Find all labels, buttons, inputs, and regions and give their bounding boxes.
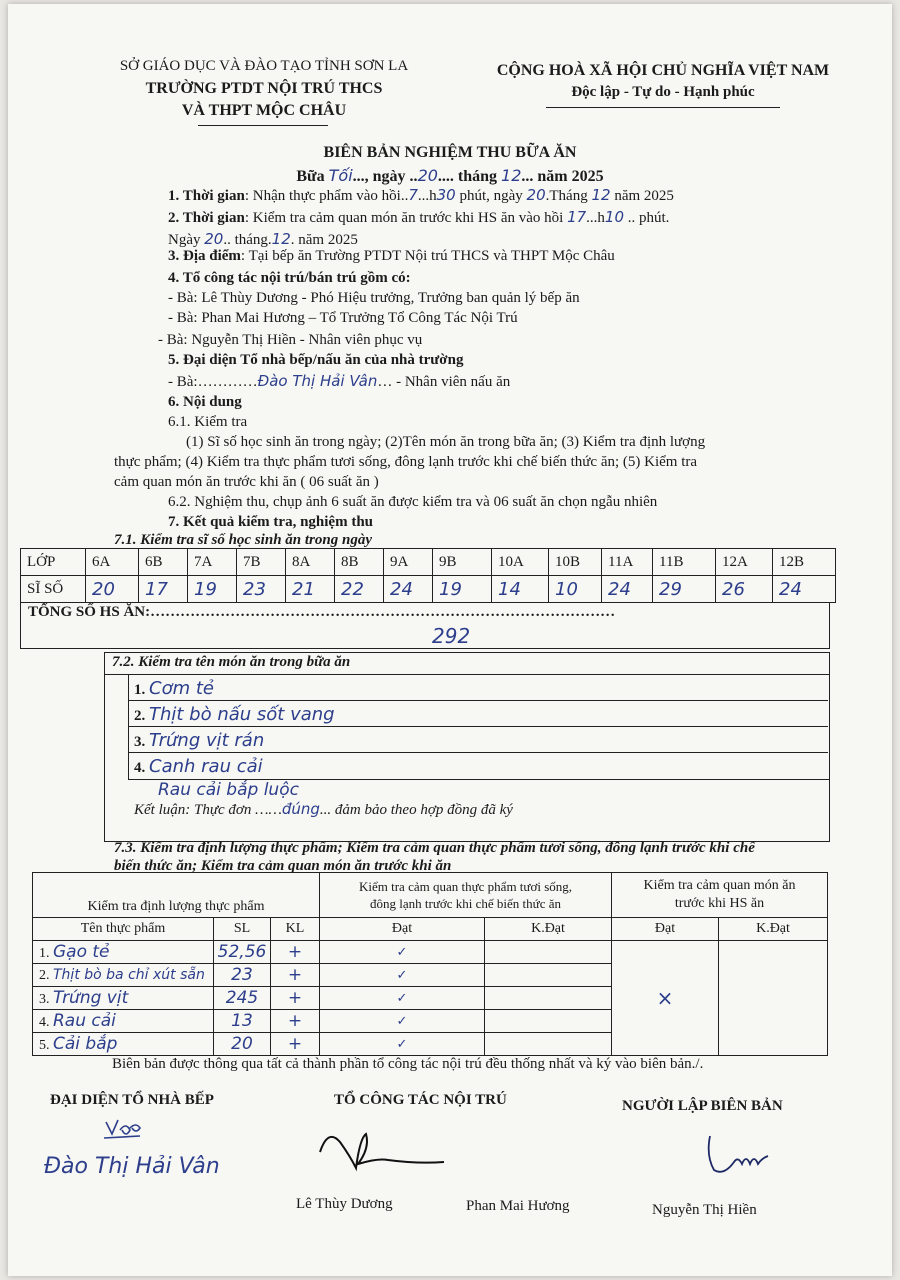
s1-month: 12 xyxy=(591,186,611,204)
class-cell: 12B xyxy=(773,549,836,576)
member-3: - Bà: Nguyễn Thị Hiền - Nhân viên phục vụ xyxy=(158,332,423,348)
food-kl-cell: + xyxy=(271,987,320,1010)
s2-text-1: : Kiểm tra cảm quan món ăn trước khi HS ăn vào hồi xyxy=(244,210,568,226)
fresh-check-header xyxy=(320,873,612,918)
dish-number: 4. xyxy=(134,760,146,776)
count-cell: 21 xyxy=(286,576,335,603)
class-cell: 9A xyxy=(384,549,433,576)
food-check-table xyxy=(32,872,828,1056)
food-name: Gạo tẻ xyxy=(53,942,110,962)
day-value: 20 xyxy=(417,166,438,185)
school-name-line2: VÀ THPT MỘC CHÂU xyxy=(181,102,347,119)
fresh-fail-cell xyxy=(485,987,612,1010)
food-sl-cell: 20 xyxy=(214,1033,271,1056)
fresh-fail-cell xyxy=(485,941,612,964)
fresh-pass-cell: ✓ xyxy=(320,1010,485,1033)
sensory-check-header xyxy=(612,873,828,918)
fresh-pass-cell: ✓ xyxy=(320,987,485,1010)
class-cell: 8B xyxy=(335,549,384,576)
section-4-label: 4. Tổ công tác nội trú/bán trú gồm có: xyxy=(168,270,411,286)
document-page xyxy=(8,4,892,1276)
dish-number: 2. xyxy=(134,708,146,724)
dish-rule xyxy=(128,752,828,753)
meal-line xyxy=(8,166,892,186)
count-row xyxy=(21,576,836,603)
quantity-kl-header: KL xyxy=(271,918,320,941)
s2-text-5: .. tháng. xyxy=(223,232,272,248)
fresh-fail-cell xyxy=(485,964,612,987)
food-number: 4. xyxy=(39,1015,50,1030)
count-cell: 29 xyxy=(653,576,716,603)
food-name-cell xyxy=(33,1010,214,1033)
month-value: 12 xyxy=(501,166,522,185)
class-cell: 6A xyxy=(86,549,139,576)
s2-hour: 17 xyxy=(567,208,587,226)
header-right-underline xyxy=(546,107,780,108)
day-label: ..., ngày .. xyxy=(352,168,418,185)
s2-text-4: Ngày xyxy=(168,232,205,248)
menu-conclusion xyxy=(134,800,513,819)
s2-month: 12 xyxy=(271,230,291,248)
food-name-cell xyxy=(33,987,214,1010)
fresh-header-line1: Kiểm tra cảm quan thực phẩm tươi sống, xyxy=(358,879,573,894)
food-number: 3. xyxy=(39,992,50,1007)
class-cell: 9B xyxy=(433,549,492,576)
dish-number: 3. xyxy=(134,734,146,750)
count-cell: 26 xyxy=(716,576,773,603)
section-2-line2 xyxy=(168,230,358,249)
writer-name: Nguyễn Thị Hiền xyxy=(652,1202,757,1218)
s5-text-1: - Bà:………… xyxy=(168,374,258,390)
dish-name: Canh rau cải xyxy=(149,756,263,777)
count-cell: 10 xyxy=(549,576,602,603)
member-2: - Bà: Phan Mai Hương – Tổ Trưởng Tổ Công Tác Nội Trú xyxy=(168,310,518,326)
class-cell: 7A xyxy=(188,549,237,576)
section-7-1-label: 7.1. Kiểm tra sĩ số học sinh ăn trong ngày xyxy=(114,532,372,548)
writer-signature xyxy=(700,1130,790,1178)
food-name-cell xyxy=(33,1033,214,1056)
food-name-cell xyxy=(33,964,214,987)
sensory-header-line2: trước khi HS ăn xyxy=(674,896,765,911)
dish-item xyxy=(134,678,214,699)
food-sl-cell: 245 xyxy=(214,987,271,1010)
section-6-1: 6.1. Kiểm tra xyxy=(168,414,248,430)
food-name-cell xyxy=(33,941,214,964)
s2-minute: 10 xyxy=(604,208,624,226)
dish-name: Cơm tẻ xyxy=(149,678,214,699)
total-label: TỔNG SỐ HS ĂN:………………………………………………………………………………… xyxy=(28,604,616,620)
count-cell: 20 xyxy=(86,576,139,603)
s1-minute: 30 xyxy=(436,186,456,204)
food-number: 2. xyxy=(39,967,50,983)
conclusion-text-1: Kết luận: Thực đơn …… xyxy=(134,802,282,818)
kitchen-signature xyxy=(100,1112,150,1144)
food-name: Cải bắp xyxy=(53,1034,118,1054)
section-6-para-2: thực phẩm; (4) Kiểm tra thực phẩm tươi sống, đông lạnh trước khi chế biến thức ăn; (5) Kiểm tra xyxy=(114,454,698,470)
section-6-para-1: (1) Sĩ số học sinh ăn trong ngày; (2)Tên món ăn trong bữa ăn; (3) Kiểm tra định lượng xyxy=(186,434,706,450)
food-kl-cell: + xyxy=(271,1033,320,1056)
food-kl-cell: + xyxy=(271,1010,320,1033)
s5-text-2: … - Nhân viên nấu ăn xyxy=(377,374,511,390)
member-1: - Bà: Lê Thùy Dương - Phó Hiệu trưởng, Trưởng ban quản lý bếp ăn xyxy=(168,290,580,306)
s1-text-3: phút, ngày xyxy=(455,188,527,204)
section-2-label: 2. Thời gian xyxy=(168,210,245,226)
fresh-fail-cell xyxy=(485,1010,612,1033)
count-cell: 24 xyxy=(602,576,653,603)
class-cell: 12A xyxy=(716,549,773,576)
section-5-line xyxy=(168,372,510,391)
sensory-pass-cell: × xyxy=(612,941,719,1056)
dish-name: Trứng vịt rán xyxy=(149,730,265,751)
s1-text-2: ...h xyxy=(417,188,437,204)
food-name: Rau cải xyxy=(53,1011,116,1031)
section-3-label: 3. Địa điểm xyxy=(168,248,241,264)
conclusion-value: đúng xyxy=(281,800,320,818)
meal-label: Bữa xyxy=(296,168,329,185)
conclusion-text-2: ... đảm bảo theo hợp đồng đã ký xyxy=(319,802,513,818)
s2-text-3: .. phút. xyxy=(624,210,670,226)
s1-text-1: : Nhận thực phẩm vào hồi.. xyxy=(244,188,409,204)
s1-text-5: năm 2025 xyxy=(610,188,674,204)
s2-text-6: . năm 2025 xyxy=(290,232,358,248)
dish-item xyxy=(134,756,263,777)
count-cell: 22 xyxy=(335,576,384,603)
food-number: 5. xyxy=(39,1038,50,1053)
food-name: Thịt bò ba chỉ xút sẵn xyxy=(53,966,205,983)
fresh-pass-cell: ✓ xyxy=(320,964,485,987)
section-7-label: 7. Kết quả kiểm tra, nghiệm thu xyxy=(168,514,374,530)
class-cell: 10B xyxy=(549,549,602,576)
kitchen-signature-name: Đào Thị Hải Vân xyxy=(44,1154,220,1179)
food-header-row-1 xyxy=(33,873,828,918)
count-cell: 17 xyxy=(139,576,188,603)
dish-item xyxy=(134,730,264,751)
class-cell: 7B xyxy=(237,549,286,576)
section-6-para-3: cảm quan món ăn trước khi ăn ( 06 suất ăn ) xyxy=(114,474,379,490)
class-cell: 11B xyxy=(653,549,716,576)
food-row xyxy=(33,941,828,964)
class-cell: 10A xyxy=(492,549,549,576)
section-3-text: : Tại bếp ăn Trường PTDT Nội trú THCS và THPT Mộc Châu xyxy=(240,248,615,264)
quantity-sl-header: SL xyxy=(214,918,271,941)
section-6-2: 6.2. Nghiệm thu, chụp ảnh 6 suất ăn được kiểm tra và 06 suất ăn chọn ngẫu nhiên xyxy=(168,494,658,510)
year-label: ... năm 2025 xyxy=(521,168,604,185)
quantity-header: Kiểm tra định lượng thực phẩm xyxy=(33,873,320,918)
section-6-label: 6. Nội dung xyxy=(168,394,242,410)
class-size-table xyxy=(20,548,836,603)
count-cell: 24 xyxy=(384,576,433,603)
count-row-label: SĨ SỐ xyxy=(21,576,86,603)
section-1 xyxy=(168,186,674,205)
kitchen-signature-title: ĐẠI DIỆN TỔ NHÀ BẾP xyxy=(50,1092,214,1108)
sensory-fail-header: K.Đạt xyxy=(719,918,828,941)
total-value: 292 xyxy=(432,624,471,648)
food-sl-cell: 52,56 xyxy=(214,941,271,964)
food-kl-cell: + xyxy=(271,941,320,964)
section-2-line1 xyxy=(168,208,669,227)
fresh-pass-header: Đạt xyxy=(320,918,485,941)
month-label: .... tháng xyxy=(437,168,502,185)
food-sl-cell: 13 xyxy=(214,1010,271,1033)
writer-signature-title: NGƯỜI LẬP BIÊN BẢN xyxy=(622,1098,783,1114)
s2-day: 20 xyxy=(204,230,224,248)
s1-hour: 7 xyxy=(408,186,418,204)
class-row-label: LỚP xyxy=(21,549,86,576)
class-cell: 6B xyxy=(139,549,188,576)
document-title: BIÊN BẢN NGHIỆM THU BỮA ĂN xyxy=(323,144,577,161)
count-cell: 19 xyxy=(433,576,492,603)
meal-value: Tối xyxy=(328,166,353,185)
count-cell: 24 xyxy=(773,576,836,603)
dish-number: 1. xyxy=(134,682,146,698)
s1-day: 20 xyxy=(526,186,546,204)
board-signature-title: TỔ CÔNG TÁC NỘI TRÚ xyxy=(334,1092,507,1108)
dish-extra: Rau cải bắp luộc xyxy=(158,780,299,800)
class-cell: 8A xyxy=(286,549,335,576)
count-cell: 14 xyxy=(492,576,549,603)
count-cell: 19 xyxy=(188,576,237,603)
s1-text-4: .Tháng xyxy=(545,188,592,204)
food-kl-cell: + xyxy=(271,964,320,987)
class-cell: 11A xyxy=(602,549,653,576)
food-sl-cell: 23 xyxy=(214,964,271,987)
sensory-pass-header: Đạt xyxy=(612,918,719,941)
food-number: 1. xyxy=(39,946,50,961)
section-7-3-line2: biến thức ăn; Kiểm tra cảm quan món ăn trước khi ăn xyxy=(114,858,452,874)
country-name: CỘNG HOÀ XÃ HỘI CHỦ NGHĨA VIỆT NAM xyxy=(496,62,830,79)
s5-cook-name: Đào Thị Hải Vân xyxy=(257,372,378,390)
food-name-header: Tên thực phẩm xyxy=(33,918,214,941)
class-row xyxy=(21,549,836,576)
fresh-fail-header: K.Đạt xyxy=(485,918,612,941)
count-cell: 23 xyxy=(237,576,286,603)
board-member-name-1: Lê Thùy Dương xyxy=(296,1196,393,1212)
dish-item xyxy=(134,704,335,725)
sensory-fail-cell xyxy=(719,941,828,1056)
dish-rule xyxy=(128,726,828,727)
motto: Độc lập - Tự do - Hạnh phúc xyxy=(571,84,755,100)
sensory-header-line1: Kiểm tra cảm quan món ăn xyxy=(643,878,796,893)
board-signature xyxy=(314,1122,444,1186)
fresh-pass-cell: ✓ xyxy=(320,1033,485,1056)
section-7-3-line1: 7.3. Kiểm tra định lượng thực phẩm; Kiểm tra cảm quan thực phẩm tươi sống, đông lạnh trước khi chế xyxy=(114,840,755,856)
board-member-name-2: Phan Mai Hương xyxy=(466,1198,570,1214)
section-3 xyxy=(168,248,615,265)
section-7-2-label: 7.2. Kiểm tra tên món ăn trong bữa ăn xyxy=(112,654,351,670)
section-1-label: 1. Thời gian xyxy=(168,188,245,204)
dish-name: Thịt bò nấu sốt vang xyxy=(149,704,335,725)
header-left-underline xyxy=(198,125,328,126)
dish-rule xyxy=(128,700,828,701)
section-5-label: 5. Đại diện Tổ nhà bếp/nấu ăn của nhà trường xyxy=(168,352,464,368)
department-name: SỞ GIÁO DỤC VÀ ĐÀO TẠO TỈNH SƠN LA xyxy=(119,58,409,74)
fresh-header-line2: đông lạnh trước khi chế biến thức ăn xyxy=(370,896,561,911)
s2-text-2: ...h xyxy=(586,210,605,226)
food-header-row-2 xyxy=(33,918,828,941)
fresh-pass-cell: ✓ xyxy=(320,941,485,964)
school-name-line1: TRƯỜNG PTDT NỘI TRÚ THCS xyxy=(145,80,383,97)
closing-statement: Biên bản được thông qua tất cả thành phần tổ công tác nội trú đều thống nhất và ký vào biên bản./. xyxy=(112,1056,704,1072)
fresh-fail-cell xyxy=(485,1033,612,1056)
food-name: Trứng vịt xyxy=(53,988,129,1008)
